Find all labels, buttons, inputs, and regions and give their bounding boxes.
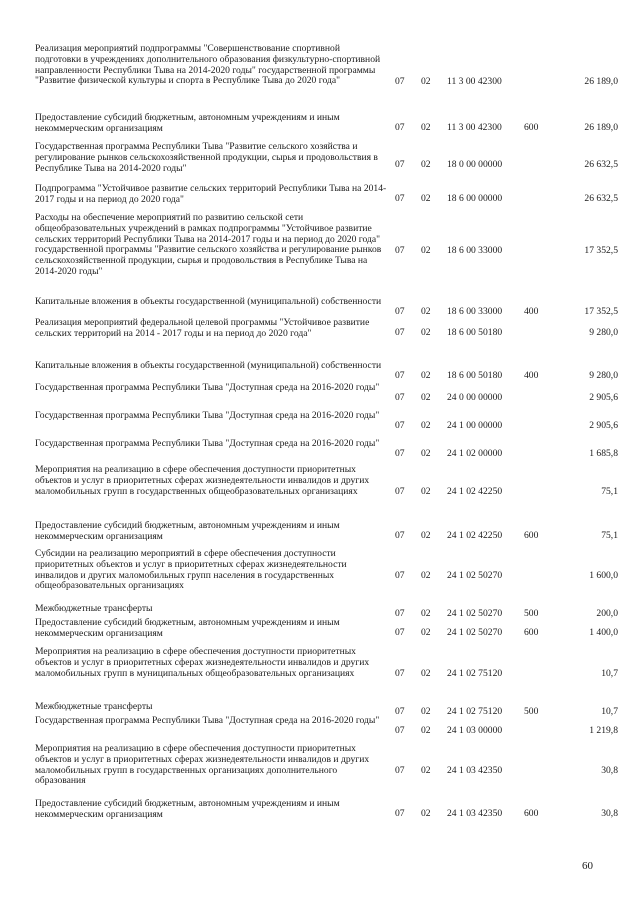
- row-name: Мероприятия на реализацию в сфере обеспечения доступности приоритетных объектов и услуг в приоритетных сферах жизнедеятельности инвалидов и других маломобильных групп в государственных организациях дополнительного образования: [35, 743, 370, 787]
- row-name: Государственная программа Республики Тыва "Доступная среда на 2016-2020 годы": [35, 438, 380, 449]
- subsection-code: 02: [421, 370, 431, 381]
- row-name: Предоставление субсидий бюджетным, автономным учреждениям и иным некоммерческим организациям: [35, 617, 340, 639]
- amount: 75,1: [601, 530, 618, 541]
- row-name: Расходы на обеспечение мероприятий по развитию сельской сети общеобразовательных учреждений в рамках подпрограммы "Устойчивое развитие сельских территорий Республики Тыва на 2014-2017 годы и на период до 2020 года" государственной программы "Развитие сельского хозяйства и регулирование рынков сельскохозяйственной продукции, сырья и продовольствия в Республике Тыва на 2014-2020 годы": [35, 212, 382, 277]
- row-name: Межбюджетные трансферты: [35, 603, 153, 614]
- subsection-code: 02: [421, 765, 431, 776]
- amount: 26 632,5: [584, 159, 618, 170]
- section-code: 07: [395, 570, 405, 581]
- section-code: 07: [395, 448, 405, 459]
- subsection-code: 02: [421, 808, 431, 819]
- row-name: Реализация мероприятий федеральной целевой программы "Устойчивое развитие сельских территорий на 2014 - 2017 годы и на период до 2020 года": [35, 317, 370, 339]
- subsection-code: 02: [421, 706, 431, 717]
- amount: 26 189,0: [584, 122, 618, 133]
- target-item-code: 24 1 02 50270: [447, 627, 503, 638]
- target-item-code: 18 6 00 33000: [447, 245, 503, 256]
- row-name: Предоставление субсидий бюджетным, автономным учреждениям и иным некоммерческим организациям: [35, 520, 340, 542]
- subsection-code: 02: [421, 570, 431, 581]
- target-item-code: 24 1 02 75120: [447, 706, 503, 717]
- section-code: 07: [395, 668, 405, 679]
- target-item-code: 24 0 00 00000: [447, 392, 503, 403]
- target-item-code: 18 6 00 50180: [447, 370, 503, 381]
- subsection-code: 02: [421, 530, 431, 541]
- subsection-code: 02: [421, 448, 431, 459]
- subsection-code: 02: [421, 725, 431, 736]
- section-code: 07: [395, 76, 405, 87]
- amount: 10,7: [601, 668, 618, 679]
- expense-type-code: 400: [524, 370, 539, 381]
- amount: 200,0: [596, 608, 618, 619]
- target-item-code: 24 1 02 42250: [447, 530, 503, 541]
- row-name: Государственная программа Республики Тыва "Развитие сельского хозяйства и регулирование рынков сельскохозяйственной продукции, сырья и продовольствия в Республике Тыва на 2014-2020 годы": [35, 141, 378, 174]
- subsection-code: 02: [421, 306, 431, 317]
- amount: 17 352,5: [584, 245, 618, 256]
- row-name: Реализация мероприятий подпрограммы "Совершенствование спортивной подготовки в учреждениях дополнительного образования физкультурно-спортивной направленности Республики Тыва на 2014-2020 годы" государственной программы "Развитие физической культуры и спорта в Республике Тыва до 2020 года": [35, 43, 381, 87]
- subsection-code: 02: [421, 420, 431, 431]
- target-item-code: 11 3 00 42300: [447, 76, 502, 87]
- section-code: 07: [395, 530, 405, 541]
- page-number: 60: [582, 860, 593, 872]
- row-name: Предоставление субсидий бюджетным, автономным учреждениям и иным некоммерческим организациям: [35, 112, 340, 134]
- amount: 10,7: [601, 706, 618, 717]
- row-name: Государственная программа Республики Тыва "Доступная среда на 2016-2020 годы": [35, 410, 380, 421]
- subsection-code: 02: [421, 327, 431, 338]
- row-name: Мероприятия на реализацию в сфере обеспечения доступности приоритетных объектов и услуг в приоритетных сферах жизнедеятельности инвалидов и других маломобильных групп в государственных общеобразовательных организациях: [35, 464, 370, 497]
- target-item-code: 18 6 00 33000: [447, 306, 503, 317]
- subsection-code: 02: [421, 608, 431, 619]
- expense-type-code: 600: [524, 627, 539, 638]
- row-name: Капитальные вложения в объекты государственной (муниципальной) собственности: [35, 296, 382, 307]
- expense-type-code: 600: [524, 122, 539, 133]
- section-code: 07: [395, 486, 405, 497]
- expense-type-code: 500: [524, 608, 539, 619]
- row-name: Субсидии на реализацию мероприятий в сфере обеспечения доступности приоритетных объектов и услуг в приоритетных сферах жизнедеятельности инвалидов и других маломобильных групп населения в государственных общеобразовательных организациях: [35, 548, 347, 592]
- subsection-code: 02: [421, 486, 431, 497]
- amount: 9 280,0: [589, 370, 618, 381]
- amount: 30,8: [601, 808, 618, 819]
- target-item-code: 24 1 02 75120: [447, 668, 503, 679]
- section-code: 07: [395, 392, 405, 403]
- row-name: Государственная программа Республики Тыва "Доступная среда на 2016-2020 годы": [35, 715, 380, 726]
- target-item-code: 18 6 00 50180: [447, 327, 503, 338]
- amount: 30,8: [601, 765, 618, 776]
- section-code: 07: [395, 122, 405, 133]
- target-item-code: 24 1 03 42350: [447, 765, 503, 776]
- amount: 2 905,6: [589, 392, 618, 403]
- row-name: Государственная программа Республики Тыва "Доступная среда на 2016-2020 годы": [35, 382, 380, 393]
- row-name: Мероприятия на реализацию в сфере обеспечения доступности приоритетных объектов и услуг в приоритетных сферах жизнедеятельности инвалидов и других маломобильных групп в муниципальных общеобразовательных организациях: [35, 646, 370, 679]
- target-item-code: 18 6 00 00000: [447, 193, 503, 204]
- subsection-code: 02: [421, 627, 431, 638]
- amount: 1 600,0: [589, 570, 618, 581]
- section-code: 07: [395, 245, 405, 256]
- row-name: Подпрограмма "Устойчивое развитие сельских территорий Республики Тыва на 2014-2017 годы и на период до 2020 года": [35, 183, 387, 205]
- section-code: 07: [395, 765, 405, 776]
- section-code: 07: [395, 159, 405, 170]
- section-code: 07: [395, 627, 405, 638]
- subsection-code: 02: [421, 392, 431, 403]
- row-name: Межбюджетные трансферты: [35, 701, 153, 712]
- subsection-code: 02: [421, 193, 431, 204]
- expense-type-code: 600: [524, 808, 539, 819]
- expense-type-code: 600: [524, 530, 539, 541]
- row-name: Капитальные вложения в объекты государственной (муниципальной) собственности: [35, 360, 382, 371]
- target-item-code: 24 1 02 00000: [447, 448, 503, 459]
- amount: 2 905,6: [589, 420, 618, 431]
- amount: 75,1: [601, 486, 618, 497]
- target-item-code: 24 1 03 42350: [447, 808, 503, 819]
- expense-type-code: 500: [524, 706, 539, 717]
- subsection-code: 02: [421, 668, 431, 679]
- target-item-code: 24 1 00 00000: [447, 420, 503, 431]
- section-code: 07: [395, 706, 405, 717]
- target-item-code: 11 3 00 42300: [447, 122, 502, 133]
- section-code: 07: [395, 193, 405, 204]
- section-code: 07: [395, 420, 405, 431]
- amount: 9 280,0: [589, 327, 618, 338]
- amount: 26 189,0: [584, 76, 618, 87]
- section-code: 07: [395, 327, 405, 338]
- subsection-code: 02: [421, 122, 431, 133]
- amount: 1 219,8: [589, 725, 618, 736]
- section-code: 07: [395, 725, 405, 736]
- amount: 1 400,0: [589, 627, 618, 638]
- expense-type-code: 400: [524, 306, 539, 317]
- target-item-code: 24 1 02 50270: [447, 570, 503, 581]
- section-code: 07: [395, 808, 405, 819]
- section-code: 07: [395, 370, 405, 381]
- section-code: 07: [395, 608, 405, 619]
- subsection-code: 02: [421, 159, 431, 170]
- target-item-code: 24 1 02 42250: [447, 486, 503, 497]
- target-item-code: 24 1 02 50270: [447, 608, 503, 619]
- section-code: 07: [395, 306, 405, 317]
- amount: 26 632,5: [584, 193, 618, 204]
- amount: 1 685,8: [589, 448, 618, 459]
- target-item-code: 18 0 00 00000: [447, 159, 503, 170]
- amount: 17 352,5: [584, 306, 618, 317]
- target-item-code: 24 1 03 00000: [447, 725, 503, 736]
- subsection-code: 02: [421, 245, 431, 256]
- subsection-code: 02: [421, 76, 431, 87]
- row-name: Предоставление субсидий бюджетным, автономным учреждениям и иным некоммерческим организациям: [35, 798, 340, 820]
